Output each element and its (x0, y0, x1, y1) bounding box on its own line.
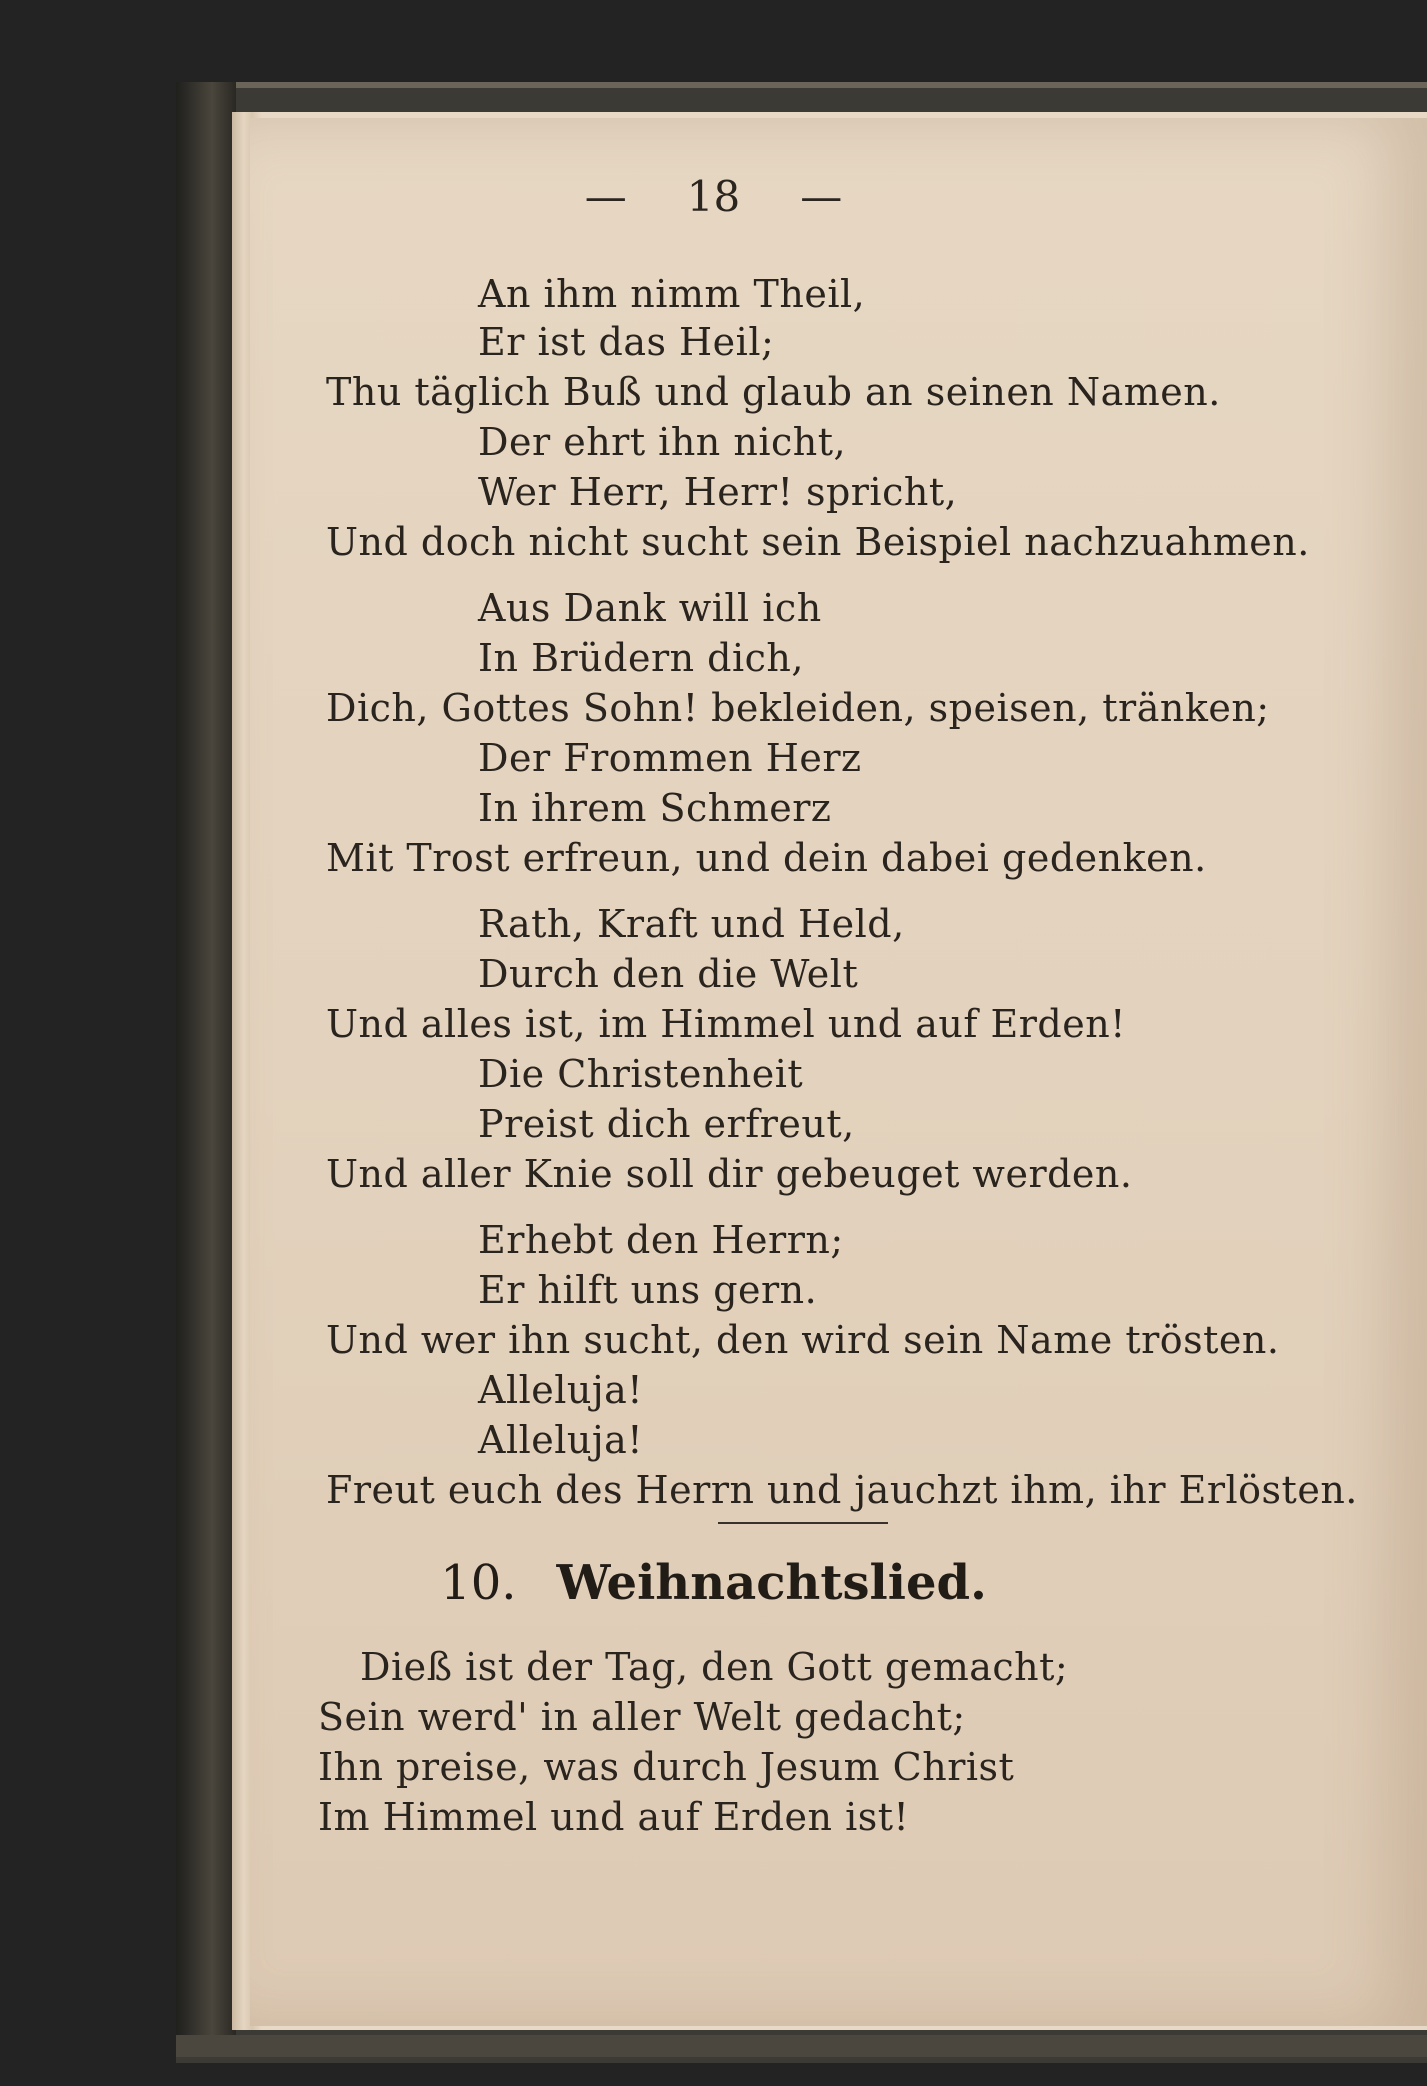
verse-line: Er ist das Heil; (478, 320, 775, 364)
verse-line: Alleluja! (478, 1418, 644, 1462)
verse-line: An ihm nimm Theil, (478, 272, 866, 316)
page-number-value: 18 (686, 172, 741, 221)
book-spine-edge (176, 82, 236, 2057)
section-divider (718, 1522, 888, 1524)
verse-line: Dich, Gottes Sohn! bekleiden, speisen, tränken; (326, 686, 1270, 730)
song-title: Weihnachtslied. (556, 1555, 987, 1611)
verse-line: Der ehrt ihn nicht, (478, 420, 847, 464)
verse-line: Wer Herr, Herr! spricht, (478, 470, 958, 514)
verse-line: Und wer ihn sucht, den wird sein Name trösten. (326, 1318, 1280, 1362)
song-line: Ihn preise, was durch Jesum Christ (318, 1745, 1015, 1789)
page-number: — 18 — (584, 172, 843, 221)
verse-line: Aus Dank will ich (478, 586, 822, 630)
verse-line: Durch den die Welt (478, 952, 859, 996)
song-line: Dieß ist der Tag, den Gott gemacht; (360, 1645, 1069, 1689)
song-heading (0, 1555, 1427, 1611)
verse-line: Die Christenheit (478, 1052, 804, 1096)
verse-line: Erhebt den Herrn; (478, 1218, 844, 1262)
verse-line: Mit Trost erfreun, und dein dabei gedenken. (326, 836, 1207, 880)
verse-line: Thu täglich Buß und glaub an seinen Namen. (326, 370, 1221, 414)
verse-line: In Brüdern dich, (478, 636, 804, 680)
verse-line: Der Frommen Herz (478, 736, 862, 780)
song-number: 10. (440, 1555, 517, 1611)
verse-line: Preist dich erfreut, (478, 1102, 855, 1146)
verse-line: Rath, Kraft und Held, (478, 902, 905, 946)
verse-line: Und alles ist, im Himmel und auf Erden! (326, 1002, 1126, 1046)
verse-line: Freut euch des Herrn und jauchzt ihm, ihr Erlösten. (326, 1468, 1358, 1512)
verse-line: Alleluja! (478, 1368, 644, 1412)
verse-line: Und doch nicht sucht sein Beispiel nachzuahmen. (326, 520, 1310, 564)
verse-line: In ihrem Schmerz (478, 786, 832, 830)
book-bottom-edge (176, 2035, 1427, 2057)
song-line: Im Himmel und auf Erden ist! (318, 1795, 910, 1839)
song-line: Sein werd' in aller Welt gedacht; (318, 1695, 966, 1739)
verse-line: Und aller Knie soll dir gebeuget werden. (326, 1152, 1133, 1196)
verse-line: Er hilft uns gern. (478, 1268, 818, 1312)
